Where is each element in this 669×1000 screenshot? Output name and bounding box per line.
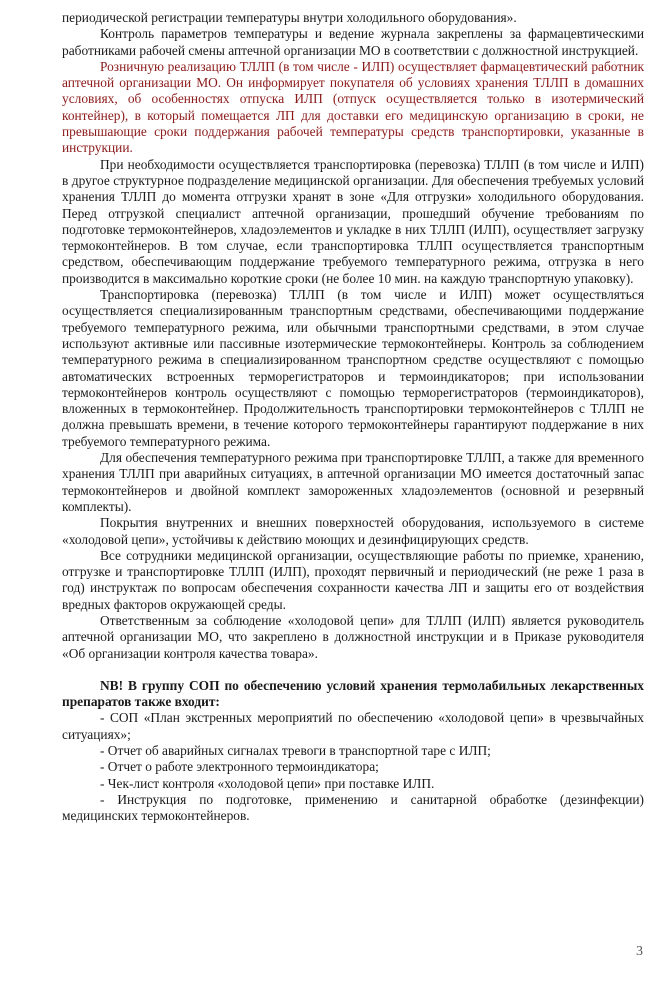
nb-heading: NB! В группу СОП по обеспечению условий хранения термолабильных лекарственных препаратов также входит: <box>62 677 644 710</box>
paragraph-emergency-stock: Для обеспечения температурного режима при транспортировке ТЛЛП, а также для временного хранения ТЛЛП при аварийных ситуациях, в аптечной организации МО имеется достаточный запас термоконтейнеров и двойной комплект замороженных хладоэлементов (основной и резервный комплекты). <box>62 450 644 514</box>
paragraph-surfaces: Покрытия внутренних и внешних поверхностей оборудования, используемого в системе «холодовой цепи», устойчивы к действию моющих и дезинфицирующих средств. <box>62 515 644 547</box>
list-item: - Инструкция по подготовке, применению и санитарной обработке (дезинфекции) медицинских термоконтейнеров. <box>62 791 644 824</box>
paragraph-continuation: периодической регистрации температуры внутри холодильного оборудования». <box>62 10 517 25</box>
list-item: - СОП «План экстренных мероприятий по обеспечению «холодовой цепи» в чрезвычайных ситуациях»; <box>62 710 644 742</box>
list-item: - Отчет об аварийных сигналах тревоги в транспортной таре с ИЛП; <box>100 743 491 759</box>
paragraph-transport-means: Транспортировка (перевозка) ТЛЛП (в том числе и ИЛП) может осуществляться осуществляется специализированным транспортным средствами, обеспечивающими поддержание требуемого температурного режима, или обычными транспортными средствами, в этом случае используют активные или пассивные изотермические термоконтейнеры. Контроль за соблюдением температурного режима в специализированном транспортном средстве осуществляют с помощью автоматических встроенных терморегистраторов и термоиндикаторов; при использовании термоконтейнеров контроль осуществляют с помощью терморегистраторов (термоиндикаторов), вложенных в термоконтейнер. Продолжительность транспортировки термоконтейнеров с ТЛЛП не должна превышать времени, в течение которого термоконтейнеры гарантируют поддержание в них требуемого температурного режима. <box>62 287 644 449</box>
page-number: 3 <box>636 944 643 959</box>
list-item: - Отчет о работе электронного термоиндикатора; <box>100 759 379 775</box>
paragraph-responsible: Ответственным за соблюдение «холодовой цепи» для ТЛЛП (ИЛП) является руководитель аптечной организации МО, что закреплено в должностной инструкции и в Приказе руководителя «Об организации контроля качества товара». <box>62 612 644 661</box>
list-item: - Чек-лист контроля «холодовой цепи» при поставке ИЛП. <box>100 775 435 791</box>
paragraph-retail-sale: Розничную реализацию ТЛЛП (в том числе - ИЛП) осуществляет фармацевтический работник аптечной организации МО. Он информирует покупателя об условиях хранения ТЛЛП в домашних условиях, об особенностях отпуска ИЛП (отпуск осуществляется только в изотермический контейнер), в который помещается ЛП для доставки его медицинскую организацию в сроки, не превышающие сроки поддержания рабочей температуры средств транспортировки, указанные в инструкции. <box>62 58 644 156</box>
paragraph-staff-training: Все сотрудники медицинской организации, осуществляющие работы по приемке, хранению, отгрузке и транспортировке ТЛЛП (ИЛП), проходят первичный и периодический (не реже 1 раза в год) инструктаж по вопросам обеспечения сохранности качества ЛП и защиты его от воздействия вредных факторов окружающей среды. <box>62 547 644 612</box>
paragraph-temperature-control: Контроль параметров температуры и ведение журнала закреплены за фармацевтическими работниками рабочей смены аптечной организации МО в соответствии с должностной инструкцией. <box>62 26 644 58</box>
paragraph-transport-necessity: При необходимости осуществляется транспортировка (перевозка) ТЛЛП (в том числе и ИЛП) в другое структурное подразделение медицинской организации. Для обеспечения требуемых условий хранения ТЛЛП до момента отгрузки хранят в зоне «Для отгрузки» холодильного оборудования. Перед отгрузкой специалист аптечной организации, прошедший обучение требованиям по подготовке термоконтейнеров, хладоэлементов и укладке в них ТЛЛП (ИЛП), осуществляет загрузку термоконтейнеров. В том случае, если транспортировка ТЛЛП осуществляется транспортным средством, обеспечивающим поддержание требуемого температурного режима, отгрузка в него производится в максимально короткие сроки (не более 10 мин. на каждую транспортную упаковку). <box>62 156 644 286</box>
document-page <box>62 10 644 825</box>
